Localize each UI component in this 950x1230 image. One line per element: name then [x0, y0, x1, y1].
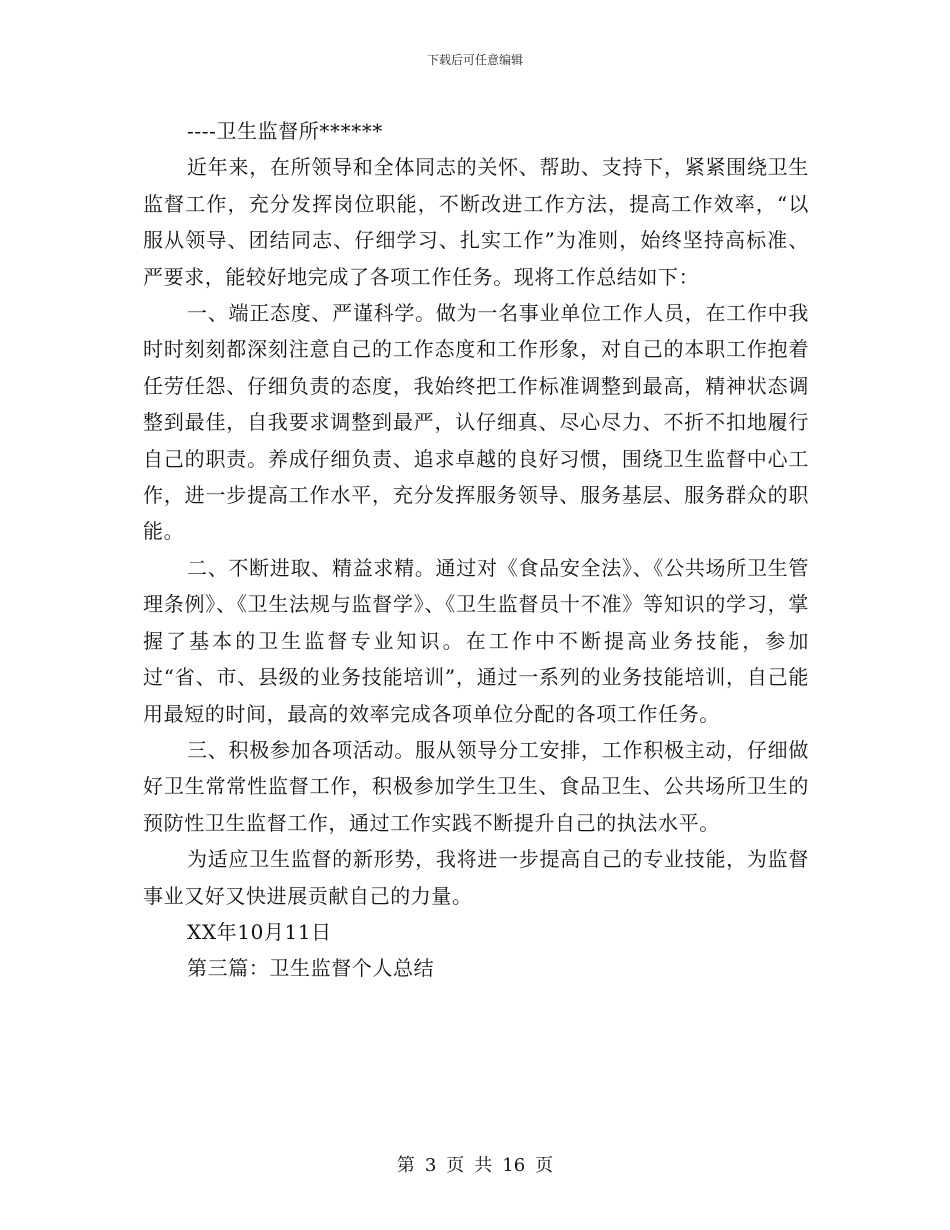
document-body — [143, 113, 809, 987]
page-mid: 页 — [446, 1155, 465, 1176]
page-total: 16 — [502, 1155, 526, 1176]
page-suffix: 页 — [535, 1155, 554, 1176]
paragraph-intro: 近年来，在所领导和全体同志的关怀、帮助、支持下，紧紧围绕卫生监督工作，充分发挥岗位职能，不断改进工作方法，提高工作效率，“以服从领导、团结同志、仔细学习、扎实工作”为准则，始终坚持高标准、严要求，能较好地完成了各项工作任务。现将工作总结如下： — [143, 155, 809, 289]
paragraph-section-one: 一、端正态度、严谨科学。做为一名事业单位工作人员，在工作中我时时刻刻都深刻注意自己的工作态度和工作形象，对自己的本职工作抱着任劳任怨、仔细负责的态度，我始终把工作标准调整到最高，精神状态调整到最佳，自我要求调整到最严，认仔细真、尽心尽力、不折不扣地履行自己的职责。养成仔细负责、追求卓越的良好习惯，围绕卫生监督中心工作，进一步提高工作水平，充分发挥服务领导、服务基层、服务群众的职能。 — [143, 301, 809, 544]
document-date: XX年10月11日 — [187, 919, 332, 944]
page-total-prefix: 共 — [474, 1155, 493, 1176]
page-prefix: 第 — [396, 1155, 415, 1176]
signature-line: ----卫生监督所****** — [187, 119, 384, 143]
page-current: 3 — [424, 1155, 437, 1176]
next-section-title: 第三篇：卫生监督个人总结 — [187, 956, 435, 981]
page-number-footer — [0, 1154, 950, 1178]
paragraph-conclusion: 为适应卫生监督的新形势，我将进一步提高自己的专业技能，为监督事业又好又快进展贡献自己的力量。 — [143, 847, 809, 908]
paragraph-section-three: 三、积极参加各项活动。服从领导分工安排，工作积极主动，仔细做好卫生常常性监督工作，积极参加学生卫生、食品卫生、公共场所卫生的预防性卫生监督工作，通过工作实践不断提升自己的执法水平。 — [143, 737, 809, 835]
header-note: 下载后可任意编辑 — [426, 53, 523, 67]
paragraph-section-two: 二、不断进取、精益求精。通过对《食品安全法》、《公共场所卫生管理条例》、《卫生法规与监督学》、《卫生监督员十不准》等知识的学习，掌握了基本的卫生监督专业知识。在工作中不断提高业务技能，参加过“省、市、县级的业务技能培训”，通过一系列的业务技能培训，自己能用最短的时间，最高的效率完成各项单位分配的各项工作任务。 — [143, 555, 809, 726]
